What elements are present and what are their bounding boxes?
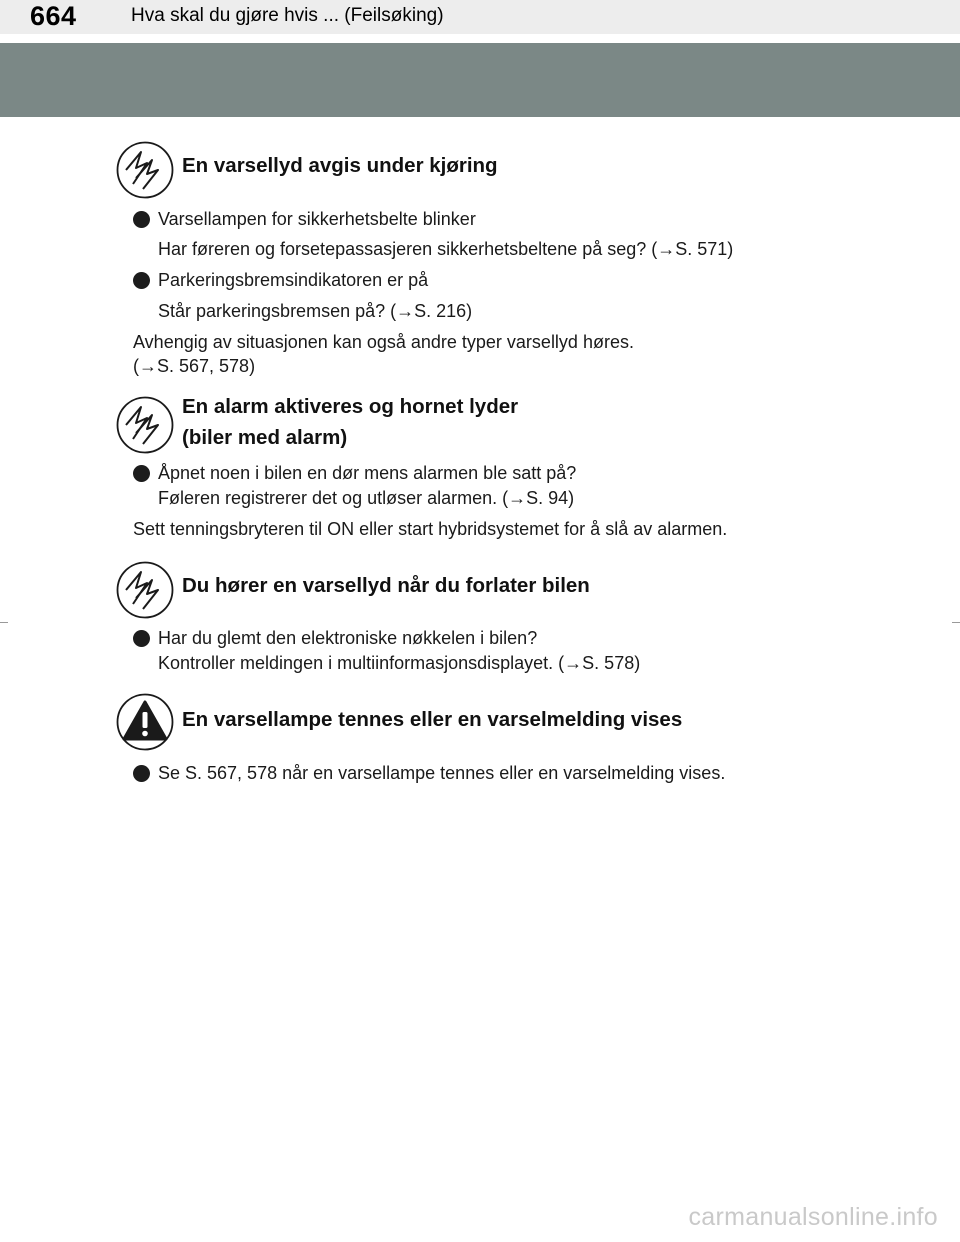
note-text: Avhengig av situasjonen kan også andre typer varsellyd høres. [133,332,634,352]
section-heading: En varsellyd avgis under kjøring [182,154,498,177]
bullet-subtext: Har føreren og forsetepassasjeren sikkerhetsbeltene på seg? (→S. 571) [158,239,734,259]
section-heading: En alarm aktiveres og hornet lyder [182,395,519,418]
bullet [133,465,150,482]
crop-mark-left [0,622,8,623]
bullet-text: Se S. 567, 578 når en varsellampe tennes eller en varselmelding vises. [158,763,726,783]
section-heading: (biler med alarm) [182,426,348,449]
lightning-warning-icon [116,396,174,454]
note-text: (→S. 567, 578) [133,356,256,376]
page-header [0,0,960,34]
bullet-subtext: Står parkeringsbremsen på? (→S. 216) [158,301,473,321]
bullet-text: Har du glemt den elektroniske nøkkelen i bilen? [158,628,538,648]
bullet [133,765,150,782]
bullet-text: Varsellampen for sikkerhetsbelte blinker [158,209,476,229]
exclamation-warning-icon [116,693,174,751]
bullet-subtext: Kontroller meldingen i multiinformasjonsdisplayet. (→S. 578) [158,653,641,673]
lightning-warning-icon [116,141,174,199]
page-number: 664 [30,1,77,31]
bullet [133,211,150,228]
bullet-text: Åpnet noen i bilen en dør mens alarmen ble satt på? [158,463,577,483]
bullet-subtext: Føleren registrerer det og utløser alarmen. (→S. 94) [158,488,575,508]
bullet [133,630,150,647]
section-banner [0,43,960,117]
running-title: Hva skal du gjøre hvis ... (Feilsøking) [131,5,444,26]
bullet [133,272,150,289]
note-text: Sett tenningsbryteren til ON eller start hybridsystemet for å slå av alarmen. [133,519,728,539]
watermark: carmanualsonline.info [688,1203,938,1231]
section-heading: Du hører en varsellyd når du forlater bilen [182,574,590,597]
section-heading: En varsellampe tennes eller en varselmelding vises [182,708,683,731]
lightning-warning-icon [116,561,174,619]
bullet-text: Parkeringsbremsindikatoren er på [158,270,429,290]
crop-mark-right [952,622,960,623]
